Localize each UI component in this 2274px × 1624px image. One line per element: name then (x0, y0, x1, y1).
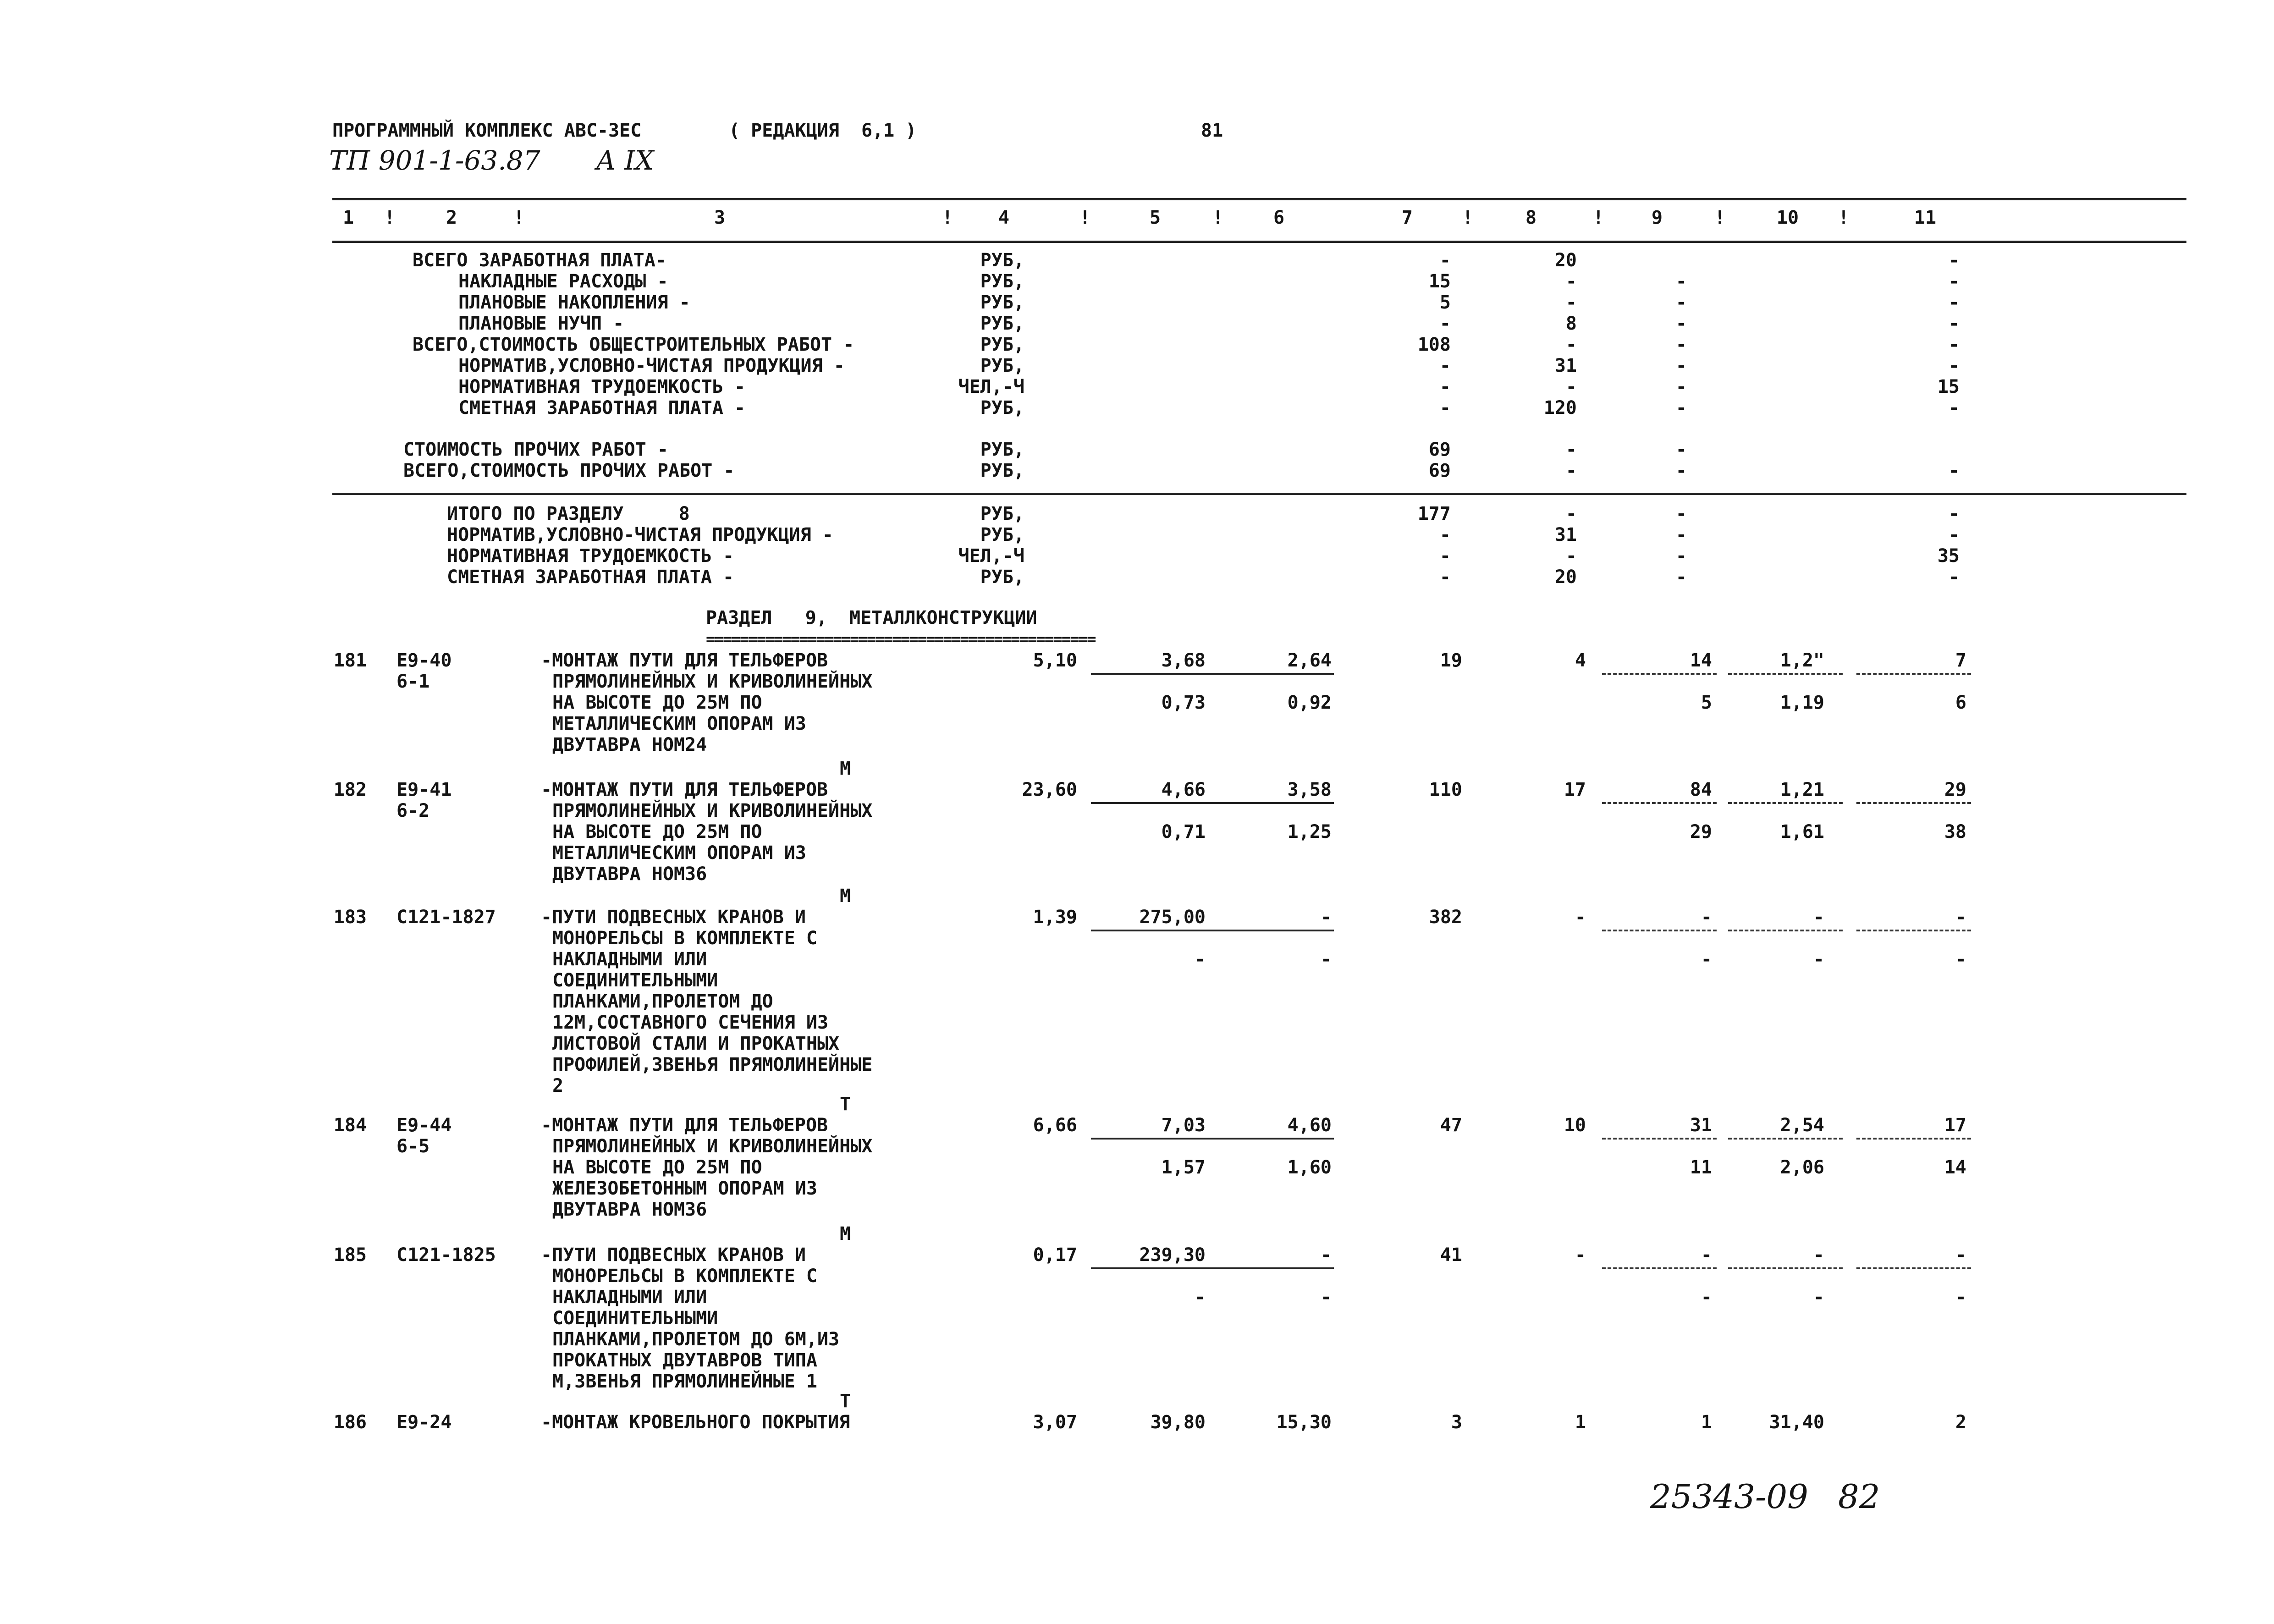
project-code: ТП 901-1-63.87 (329, 145, 540, 176)
summary-value-c7: - (1439, 250, 1451, 271)
summary-value-c7: 108 (1417, 334, 1451, 355)
labor-total: - (1955, 907, 1966, 928)
item-description-line: МЕТАЛЛИЧЕСКИМ ОПОРАМ ИЗ (552, 713, 806, 734)
machine-wage: - (1701, 1287, 1712, 1308)
edition-label: ( РЕДАКЦИЯ 6,1 ) (729, 120, 917, 141)
summary-label: ПЛАНОВЫЕ НАКОПЛЕНИЯ - (458, 292, 690, 313)
summary-value-c9: - (1675, 355, 1687, 376)
summary-value-c7: 15 (1428, 271, 1451, 292)
item-code-secondary: 6-1 (396, 671, 430, 692)
fraction-line-col10 (1728, 1267, 1843, 1269)
total-wage: 10 (1564, 1115, 1586, 1136)
unit-wage: 3,58 (1287, 779, 1332, 800)
album-label: А IX (596, 145, 654, 176)
unit-mark: Т (840, 1391, 851, 1412)
summary-value-c11: - (1948, 567, 1960, 588)
machinist-labor-total: 14 (1944, 1157, 1966, 1178)
summary-value-c8: 31 (1554, 355, 1577, 376)
summary-label: ВСЕГО ЗАРАБОТНАЯ ПЛАТА- (413, 250, 666, 271)
summary-value-c8: - (1565, 545, 1577, 567)
summary-label: СТОИМОСТЬ ПРОЧИХ РАБОТ - (403, 439, 668, 460)
unit-wage: - (1320, 907, 1332, 928)
item-number: 181 (333, 650, 367, 671)
summary-value-c11: - (1948, 292, 1960, 313)
item-description-line: -МОНТАЖ ПУТИ ДЛЯ ТЕЛЬФЕРОВ (541, 1115, 828, 1136)
fraction-line-col5 (1091, 1267, 1219, 1269)
archive-stamp-number: 25343-09 (1650, 1477, 1808, 1516)
summary-value-c8: 120 (1543, 397, 1577, 418)
labor-per-unit: - (1813, 1244, 1824, 1266)
fraction-line-col11 (1856, 1138, 1971, 1140)
unit-machine-cost: 1,57 (1161, 1157, 1206, 1178)
item-description-line: ЖЕЛЕЗОБЕТОННЫМ ОПОРАМ ИЗ (552, 1178, 817, 1199)
item-code-secondary: 6-2 (396, 800, 430, 821)
fraction-line-col5 (1091, 1138, 1219, 1140)
column-separator: ! (1079, 207, 1091, 228)
fraction-line-col5 (1091, 673, 1219, 675)
total-cost: 41 (1440, 1244, 1462, 1266)
summary-value-c11: - (1948, 271, 1960, 292)
item-description-line: СОЕДИНИТЕЛЬНЫМИ (552, 970, 718, 991)
item-description-line: ЛИСТОВОЙ СТАЛИ И ПРОКАТНЫХ (552, 1033, 840, 1054)
summary-value-c9: - (1675, 524, 1687, 545)
fraction-line-col9 (1602, 673, 1717, 675)
summary-value-c11: - (1948, 460, 1960, 481)
item-description-line: НА ВЫСОТЕ ДО 25М ПО (552, 821, 762, 842)
summary-value-c8: 8 (1565, 313, 1577, 334)
section-title-underline: ============================================== (706, 630, 1096, 649)
summary-value-c8: - (1565, 376, 1577, 397)
total-wage: 17 (1564, 779, 1586, 800)
item-code: С121-1827 (396, 907, 496, 928)
item-quantity: 0,17 (1033, 1244, 1077, 1266)
machinist-labor-total: 38 (1944, 821, 1966, 842)
labor-per-unit: - (1813, 907, 1824, 928)
summary-unit: РУБ, (980, 250, 1024, 271)
machinist-labor-per-unit: - (1813, 949, 1824, 970)
total-machine-cost: - (1701, 1244, 1712, 1266)
unit-machine-cost: - (1194, 949, 1206, 970)
summary-value-c7: 5 (1439, 292, 1451, 313)
summary-value-c9: - (1675, 376, 1687, 397)
item-description-line: -МОНТАЖ ПУТИ ДЛЯ ТЕЛЬФЕРОВ (541, 650, 828, 671)
summary-value-c11: 15 (1937, 376, 1960, 397)
summary-value-c11: - (1948, 397, 1960, 418)
summary-value-c11: - (1948, 524, 1960, 545)
summary-value-c9: - (1675, 503, 1687, 524)
unit-price: 239,30 (1139, 1244, 1206, 1266)
item-code: Е9-40 (396, 650, 452, 671)
fraction-line-col9 (1602, 1267, 1717, 1269)
item-number: 183 (333, 907, 367, 928)
fraction-line-col10 (1728, 1138, 1843, 1140)
item-description-line: ДВУТАВРА НОМ36 (552, 1199, 707, 1220)
item-description-line: 2 (552, 1075, 564, 1096)
column-separator: ! (513, 207, 525, 228)
machine-wage: - (1701, 949, 1712, 970)
fraction-line-col10 (1728, 673, 1843, 675)
column-header-1: 1 (342, 207, 354, 228)
summary-value-c11: - (1948, 334, 1960, 355)
unit-machine-wage: 1,60 (1287, 1157, 1332, 1178)
unit-machine-cost: 0,73 (1161, 692, 1206, 713)
column-header-2: 2 (446, 207, 457, 228)
item-description-line: -ПУТИ ПОДВЕСНЫХ КРАНОВ И (541, 1244, 806, 1266)
summary-value-c8: 20 (1554, 250, 1577, 271)
fraction-line-col10 (1728, 802, 1843, 804)
labor-total: 2 (1955, 1412, 1966, 1433)
total-machine-cost: 1 (1701, 1412, 1712, 1433)
summary-value-c8: - (1565, 271, 1577, 292)
column-header-10: 10 (1776, 207, 1799, 228)
summary-unit: РУБ, (980, 397, 1024, 418)
labor-per-unit: 31,40 (1769, 1412, 1824, 1433)
summary-value-c9: - (1675, 567, 1687, 588)
total-wage: - (1575, 907, 1586, 928)
fraction-line-col9 (1602, 930, 1717, 931)
unit-machine-wage: - (1320, 949, 1332, 970)
unit-machine-wage: 0,92 (1287, 692, 1332, 713)
fraction-line-col9 (1602, 1138, 1717, 1140)
machinist-labor-per-unit: 1,19 (1780, 692, 1824, 713)
item-description-line: ПЛАНКАМИ,ПРОЛЕТОМ ДО (552, 991, 773, 1012)
item-description-line: ПРЯМОЛИНЕЙНЫХ И КРИВОЛИНЕЙНЫХ (552, 1136, 873, 1157)
total-cost: 3 (1451, 1412, 1462, 1433)
item-description-line: ПРЯМОЛИНЕЙНЫХ И КРИВОЛИНЕЙНЫХ (552, 671, 873, 692)
item-quantity: 5,10 (1033, 650, 1077, 671)
summary-unit: РУБ, (980, 439, 1024, 460)
item-description-line: НА ВЫСОТЕ ДО 25М ПО (552, 1157, 762, 1178)
machinist-labor-per-unit: - (1813, 1287, 1824, 1308)
column-separator: ! (1838, 207, 1850, 228)
summary-label: НОРМАТИВ,УСЛОВНО-ЧИСТАЯ ПРОДУКЦИЯ - (458, 355, 845, 376)
summary-value-c7: - (1439, 545, 1451, 567)
unit-wage: 4,60 (1287, 1115, 1332, 1136)
column-header-7: 7 (1401, 207, 1413, 228)
fraction-line-col6 (1219, 802, 1334, 804)
item-description-line: 12М,СОСТАВНОГО СЕЧЕНИЯ ИЗ (552, 1012, 829, 1033)
fraction-line-col10 (1728, 930, 1843, 931)
item-description-line: ПРЯМОЛИНЕЙНЫХ И КРИВОЛИНЕЙНЫХ (552, 800, 873, 821)
summary-value-c8: 31 (1554, 524, 1577, 545)
column-separator: ! (1714, 207, 1726, 228)
fraction-line-col6 (1219, 673, 1334, 675)
item-description-line: МОНОРЕЛЬСЫ В КОМПЛЕКТЕ С (552, 928, 817, 949)
machinist-labor-total: 6 (1955, 692, 1966, 713)
summary-value-c7: - (1439, 397, 1451, 418)
total-wage: 1 (1575, 1412, 1586, 1433)
summary-value-c8: - (1565, 503, 1577, 524)
column-header-3: 3 (714, 207, 726, 228)
item-description-line: ДВУТАВРА НОМ36 (552, 864, 707, 885)
summary-label: СМЕТНАЯ ЗАРАБОТНАЯ ПЛАТА - (458, 397, 746, 418)
item-quantity: 6,66 (1033, 1115, 1077, 1136)
item-description-line: ПРОФИЛЕЙ,ЗВЕНЬЯ ПРЯМОЛИНЕЙНЫЕ (552, 1054, 873, 1075)
summary-value-c8: - (1565, 460, 1577, 481)
total-machine-cost: 84 (1690, 779, 1712, 800)
total-machine-cost: 14 (1690, 650, 1712, 671)
summary-unit: РУБ, (980, 524, 1024, 545)
summary-value-c8: - (1565, 292, 1577, 313)
summary-value-c8: 20 (1554, 567, 1577, 588)
summary-unit: ЧЕЛ,-Ч (958, 545, 1024, 567)
column-header-9: 9 (1651, 207, 1663, 228)
unit-price: 275,00 (1139, 907, 1206, 928)
item-number: 186 (333, 1412, 367, 1433)
summary-unit: РУБ, (980, 334, 1024, 355)
labor-per-unit: 1,21 (1780, 779, 1824, 800)
summary-value-c9: - (1675, 271, 1687, 292)
sheet-number: 82 (1838, 1477, 1880, 1516)
summary-unit: РУБ, (980, 355, 1024, 376)
summary-value-c7: - (1439, 313, 1451, 334)
item-description-line: НАКЛАДНЫМИ ИЛИ (552, 1287, 707, 1308)
column-header-8: 8 (1525, 207, 1537, 228)
summary-unit: РУБ, (980, 271, 1024, 292)
summary-label: НОРМАТИВНАЯ ТРУДОЕМКОСТЬ - (458, 376, 746, 397)
item-description-line: -МОНТАЖ ПУТИ ДЛЯ ТЕЛЬФЕРОВ (541, 779, 828, 800)
item-number: 185 (333, 1244, 367, 1266)
item-code: Е9-41 (396, 779, 452, 800)
summary-label: НОРМАТИВ,УСЛОВНО-ЧИСТАЯ ПРОДУКЦИЯ - (447, 524, 833, 545)
summary-value-c9: - (1675, 313, 1687, 334)
item-description-line: -ПУТИ ПОДВЕСНЫХ КРАНОВ И (541, 907, 806, 928)
header-top-rule (332, 198, 2186, 200)
unit-wage: 2,64 (1287, 650, 1332, 671)
unit-mark: М (840, 1223, 851, 1244)
item-description-line: МОНОРЕЛЬСЫ В КОМПЛЕКТЕ С (552, 1266, 817, 1287)
labor-total: 17 (1944, 1115, 1966, 1136)
unit-price: 4,66 (1161, 779, 1206, 800)
unit-machine-wage: 1,25 (1287, 821, 1332, 842)
machine-wage: 5 (1701, 692, 1712, 713)
summary-value-c11: - (1948, 355, 1960, 376)
summary-unit: РУБ, (980, 503, 1024, 524)
unit-machine-wage: - (1320, 1287, 1332, 1308)
fraction-line-col11 (1856, 1267, 1971, 1269)
labor-total: 29 (1944, 779, 1966, 800)
section-total-rule (332, 493, 2186, 495)
summary-value-c7: - (1439, 376, 1451, 397)
summary-value-c11: - (1948, 503, 1960, 524)
machine-wage: 11 (1690, 1157, 1712, 1178)
item-description-line: М,ЗВЕНЬЯ ПРЯМОЛИНЕЙНЫЕ 1 (552, 1371, 817, 1392)
column-header-11: 11 (1914, 207, 1937, 228)
total-cost: 19 (1440, 650, 1462, 671)
summary-value-c7: - (1439, 524, 1451, 545)
fraction-line-col6 (1219, 1267, 1334, 1269)
unit-wage: - (1320, 1244, 1332, 1266)
summary-value-c7: 69 (1428, 439, 1451, 460)
item-code: Е9-44 (396, 1115, 452, 1136)
fraction-line-col5 (1091, 802, 1219, 804)
item-code: С121-1825 (396, 1244, 496, 1266)
machinist-labor-total: - (1955, 949, 1966, 970)
total-wage: - (1575, 1244, 1586, 1266)
summary-value-c11: - (1948, 313, 1960, 334)
total-wage: 4 (1575, 650, 1586, 671)
item-number: 184 (333, 1115, 367, 1136)
fraction-line-col11 (1856, 673, 1971, 675)
summary-value-c7: - (1439, 355, 1451, 376)
labor-total: - (1955, 1244, 1966, 1266)
summary-unit: РУБ, (980, 292, 1024, 313)
unit-price: 39,80 (1150, 1412, 1206, 1433)
machinist-labor-per-unit: 1,61 (1780, 821, 1824, 842)
total-cost: 110 (1429, 779, 1462, 800)
summary-label: ВСЕГО,СТОИМОСТЬ ОБЩЕСТРОИТЕЛЬНЫХ РАБОТ - (413, 334, 854, 355)
column-separator: ! (1212, 207, 1224, 228)
column-header-5: 5 (1149, 207, 1161, 228)
machine-wage: 29 (1690, 821, 1712, 842)
unit-mark: Т (840, 1094, 851, 1115)
total-cost: 47 (1440, 1115, 1462, 1136)
header-bottom-rule (332, 241, 2186, 243)
summary-value-c9: - (1675, 545, 1687, 567)
total-cost: 382 (1429, 907, 1462, 928)
fraction-line-col6 (1219, 930, 1334, 931)
fraction-line-col6 (1219, 1138, 1334, 1140)
item-description-line: НА ВЫСОТЕ ДО 25М ПО (552, 692, 762, 713)
item-code: Е9-24 (396, 1412, 452, 1433)
summary-label: ИТОГО ПО РАЗДЕЛУ 8 (447, 503, 690, 524)
fraction-line-col9 (1602, 802, 1717, 804)
summary-value-c11: 35 (1937, 545, 1960, 567)
column-separator: ! (384, 207, 396, 228)
column-separator: ! (1593, 207, 1604, 228)
column-header-4: 4 (998, 207, 1010, 228)
labor-per-unit: 1,2" (1780, 650, 1824, 671)
summary-label: СМЕТНАЯ ЗАРАБОТНАЯ ПЛАТА - (447, 567, 734, 588)
item-description-line: ДВУТАВРА НОМ24 (552, 734, 707, 755)
total-machine-cost: - (1701, 907, 1712, 928)
summary-value-c9: - (1675, 439, 1687, 460)
unit-machine-cost: - (1194, 1287, 1206, 1308)
item-description-line: СОЕДИНИТЕЛЬНЫМИ (552, 1308, 718, 1329)
summary-value-c7: 177 (1417, 503, 1451, 524)
item-description-line: -МОНТАЖ КРОВЕЛЬНОГО ПОКРЫТИЯ (541, 1412, 850, 1433)
page-number: 81 (1201, 120, 1223, 141)
item-description-line: ПРОКАТНЫХ ДВУТАВРОВ ТИПА (552, 1350, 817, 1371)
summary-value-c9: - (1675, 460, 1687, 481)
fraction-line-col11 (1856, 930, 1971, 931)
item-description-line: НАКЛАДНЫМИ ИЛИ (552, 949, 707, 970)
unit-price: 3,68 (1161, 650, 1206, 671)
summary-value-c8: - (1565, 439, 1577, 460)
program-title: ПРОГРАММНЫЙ КОМПЛЕКС АВС-ЗЕС (332, 120, 642, 141)
summary-unit: ЧЕЛ,-Ч (958, 376, 1024, 397)
summary-label: ВСЕГО,СТОИМОСТЬ ПРОЧИХ РАБОТ - (403, 460, 735, 481)
summary-label: ПЛАНОВЫЕ НУЧП - (458, 313, 624, 334)
unit-price: 7,03 (1161, 1115, 1206, 1136)
summary-label: НАКЛАДНЫЕ РАСХОДЫ - (458, 271, 668, 292)
fraction-line-col5 (1091, 930, 1219, 931)
summary-value-c9: - (1675, 334, 1687, 355)
labor-total: 7 (1955, 650, 1966, 671)
section-title: РАЗДЕЛ 9, МЕТАЛЛКОНСТРУКЦИИ (706, 607, 1037, 628)
machinist-labor-per-unit: 2,06 (1780, 1157, 1824, 1178)
summary-value-c7: - (1439, 567, 1451, 588)
item-quantity: 23,60 (1022, 779, 1077, 800)
summary-value-c9: - (1675, 292, 1687, 313)
unit-mark: М (840, 758, 851, 779)
unit-wage: 15,30 (1276, 1412, 1332, 1433)
summary-value-c9: - (1675, 397, 1687, 418)
column-separator: ! (942, 207, 953, 228)
total-machine-cost: 31 (1690, 1115, 1712, 1136)
summary-unit: РУБ, (980, 567, 1024, 588)
unit-machine-cost: 0,71 (1161, 821, 1206, 842)
item-description-line: МЕТАЛЛИЧЕСКИМ ОПОРАМ ИЗ (552, 842, 806, 864)
summary-value-c7: 69 (1428, 460, 1451, 481)
column-separator: ! (1462, 207, 1474, 228)
summary-unit: РУБ, (980, 460, 1024, 481)
summary-value-c11: - (1948, 250, 1960, 271)
machinist-labor-total: - (1955, 1287, 1966, 1308)
summary-label: НОРМАТИВНАЯ ТРУДОЕМКОСТЬ - (447, 545, 734, 567)
item-number: 182 (333, 779, 367, 800)
item-description-line: ПЛАНКАМИ,ПРОЛЕТОМ ДО 6М,ИЗ (552, 1329, 840, 1350)
item-code-secondary: 6-5 (396, 1136, 430, 1157)
labor-per-unit: 2,54 (1780, 1115, 1824, 1136)
fraction-line-col11 (1856, 802, 1971, 804)
item-quantity: 3,07 (1033, 1412, 1077, 1433)
unit-mark: М (840, 886, 851, 907)
summary-unit: РУБ, (980, 313, 1024, 334)
summary-value-c8: - (1565, 334, 1577, 355)
column-header-6: 6 (1273, 207, 1285, 228)
item-quantity: 1,39 (1033, 907, 1077, 928)
